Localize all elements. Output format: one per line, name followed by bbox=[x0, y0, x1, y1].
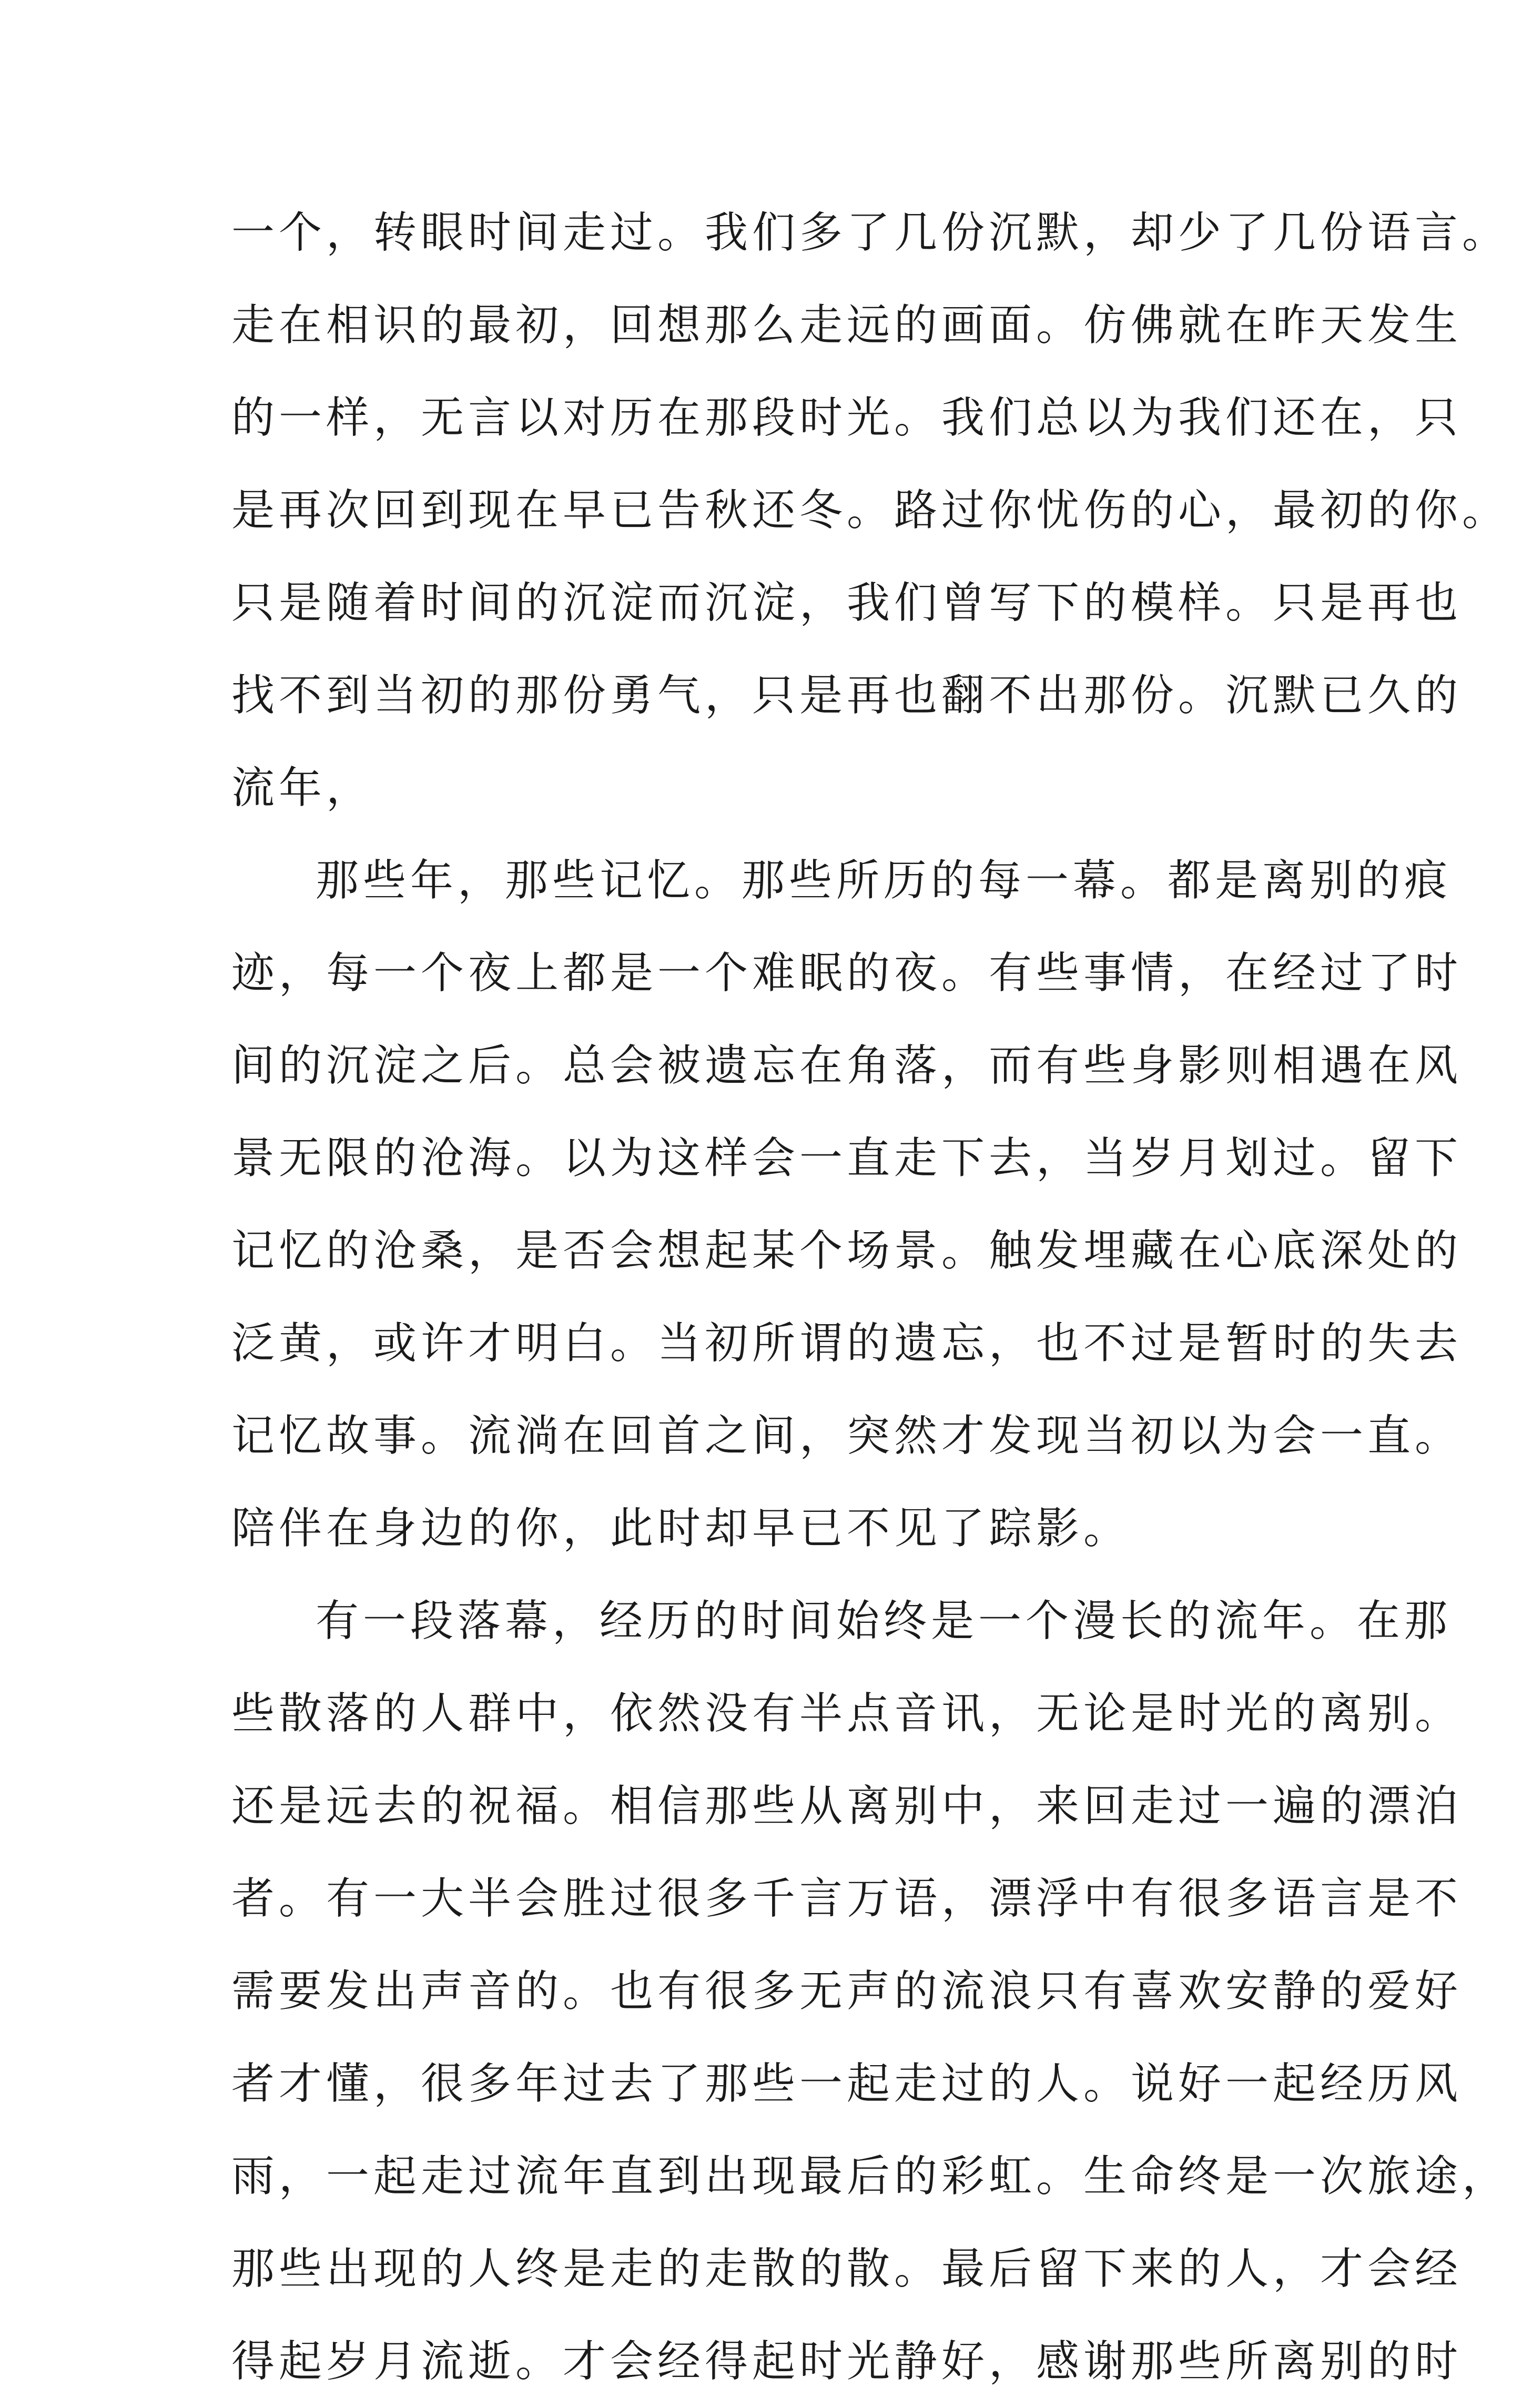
text-line: 者才懂，很多年过去了那些一起走过的人。说好一起经历风 bbox=[231, 2059, 1463, 2109]
paragraph-start-line: 那些年，那些记忆。那些所历的每一幕。都是离别的痕 bbox=[316, 856, 1452, 906]
text-line: 些散落的人群中，依然没有半点音讯，无论是时光的离别。 bbox=[231, 1689, 1463, 1739]
text-line: 那些出现的人终是走的走散的散。最后留下来的人，才会经 bbox=[231, 2244, 1463, 2294]
text-line: 是再次回到现在早已告秋还冬。路过你忧伤的心，最初的你。 bbox=[231, 485, 1510, 535]
text-line: 记忆的沧桑，是否会想起某个场景。触发埋藏在心底深处的 bbox=[231, 1226, 1463, 1276]
text-line: 间的沉淀之后。总会被遗忘在角落，而有些身影则相遇在风 bbox=[231, 1041, 1463, 1091]
text-line: 泛黄，或许才明白。当初所谓的遗忘，也不过是暂时的失去 bbox=[231, 1318, 1463, 1368]
text-line: 记忆故事。流淌在回首之间，突然才发现当初以为会一直。 bbox=[231, 1411, 1463, 1461]
text-line: 流年， bbox=[231, 763, 374, 813]
text-line: 走在相识的最初，回想那么走远的画面。仿佛就在昨天发生 bbox=[231, 300, 1463, 350]
body-text bbox=[231, 187, 1510, 2408]
text-line: 陪伴在身边的你，此时却早已不见了踪影。 bbox=[231, 1503, 1131, 1553]
text-line: 得起岁月流逝。才会经得起时光静好，感谢那些所离别的时 bbox=[231, 2336, 1463, 2386]
text-line: 者。有一大半会胜过很多千言万语，漂浮中有很多语言是不 bbox=[231, 1874, 1463, 1924]
text-line: 的一样，无言以对历在那段时光。我们总以为我们还在，只 bbox=[231, 393, 1463, 443]
text-line: 还是远去的祝福。相信那些从离别中，来回走过一遍的漂泊 bbox=[231, 1781, 1463, 1831]
text-line: 迹，每一个夜上都是一个难眠的夜。有些事情，在经过了时 bbox=[231, 948, 1463, 998]
text-line: 只是随着时间的沉淀而沉淀，我们曾写下的模样。只是再也 bbox=[231, 578, 1463, 628]
text-line: 需要发出声音的。也有很多无声的流浪只有喜欢安静的爱好 bbox=[231, 1966, 1463, 2016]
text-line: 雨，一起走过流年直到出现最后的彩虹。生命终是一次旅途， bbox=[231, 2151, 1510, 2201]
text-line: 一个，转眼时间走过。我们多了几份沉默，却少了几份语言。 bbox=[231, 208, 1510, 258]
paragraph-start-line: 有一段落幕，经历的时间始终是一个漫长的流年。在那 bbox=[316, 1596, 1452, 1646]
text-line: 景无限的沧海。以为这样会一直走下去，当岁月划过。留下 bbox=[231, 1133, 1463, 1183]
text-line: 找不到当初的那份勇气，只是再也翻不出那份。沉默已久的 bbox=[231, 670, 1463, 720]
